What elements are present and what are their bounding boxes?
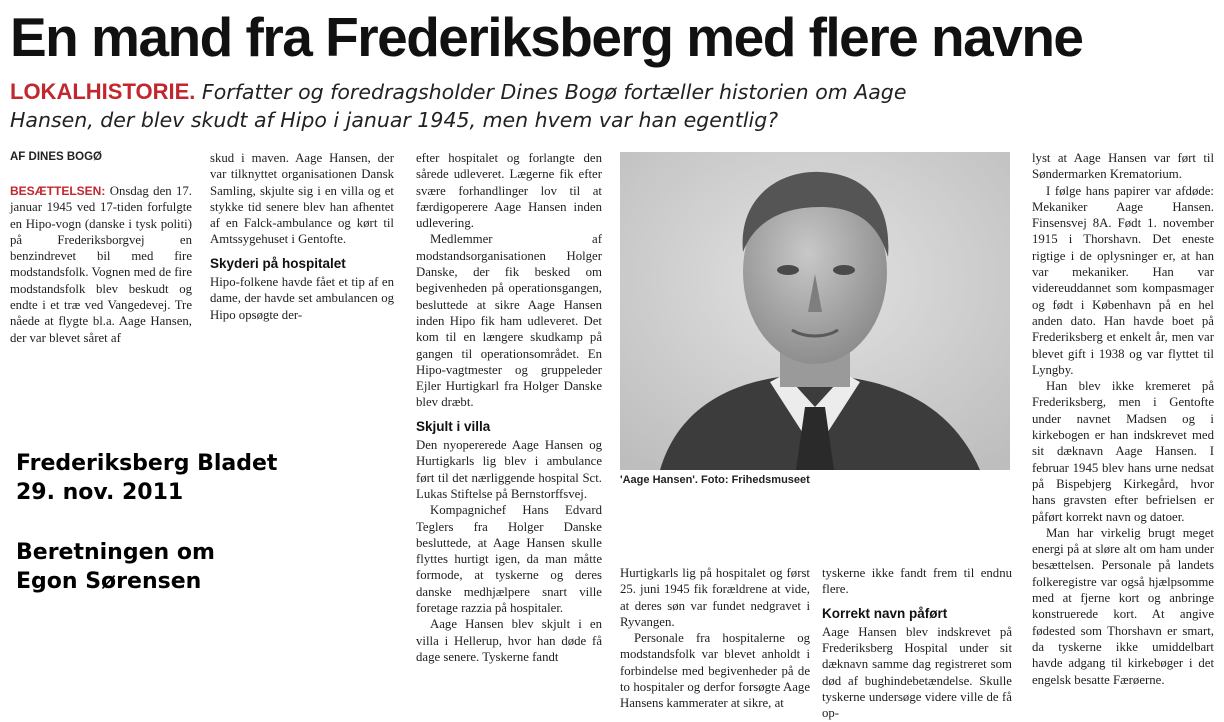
deck [10,78,910,134]
column-2-paragraph-1: skud i maven. Aage Hansen, der var tilknyttet organisationen Dansk Samling, skjulte sig i en villa og et stykke tid senere blev han afhentet af en Falck-ambulance og kørt til Amtssygehuset i Gentofte. [210,151,394,247]
column-2-paragraph-2: Hipo-folkene havde fået et tip af en dame, der havde set ambulancen og Hipo opsøgte der- [210,275,394,322]
overlay-line-1: Frederiksberg Bladet [16,451,278,476]
overlay-source [16,449,277,507]
column-4-paragraph-2: Personale fra hospitalerne og modstandsfolk var blevet anholdt i forbindelse med begivenheder på de to hospitaler og derfor forsøgte Aage Hansens kammerater at sikre, at [620,631,810,711]
deck-text: Forfatter og foredragsholder Dines Bogø fortæller historien om Aage Hansen, der blev skudt af Hipo i januar 1945, men hvem var han egentlig? [10,80,907,132]
subheading-korrekt: Korrekt navn påført [822,605,948,621]
column-3 [416,150,602,665]
column-3-paragraph-3: Den nyopererede Aage Hansen og Hurtigkarls lig blev i ambulance ført til det nærliggende hospital Sct. Lukas Stiftelse på Bernstorffsvej. [416,438,602,501]
column-5-paragraph-2: Aage Hansen blev indskrevet på Frederiksberg Hospital under sit dæknavn samme dag registreret som død af bughindebetændelse. Skulle tyskerne undersøge videre ville de få op- [822,624,1012,721]
column-4 [620,565,810,712]
subheading-skyderi: Skyderi på hospitalet [210,255,346,271]
column-3-paragraph-2: Medlemmer af modstandsorganisationen Holger Danske, der fik besked om begivenheden på operationsgangen, besluttede at sikre Aage Hansen inden Hipo fik ham udleveret. Det kom til en længere skudkamp på gangen til operationsområdet. En Hipo-vagtmester og gruppeleder Ejler Hurtigkarl fra Holger Danske blev dræbt. [416,232,602,410]
kicker: LOKALHISTORIE. [10,79,196,104]
subheading-skjult: Skjult i villa [416,418,491,434]
column-2 [210,150,394,323]
column-4-paragraph-1: Hurtigkarls lig på hospitalet og først 25. juni 1945 fik forældrene at vide, at deres søn var fundet nedgravet i Ryvangen. [620,566,810,629]
byline: AF DINES BOGØ [10,151,103,163]
column-6-paragraph-4: Man har virkelig brugt meget energi på at sløre alt om ham under besættelsen. Personale på landets folkeregistre var også hjælpsomme med at fjerne kort og anbringe konstruerede kort. At angive fødested som Thorshavn er smart, da tyskerne ikke umiddelbart havde adgang til kirkebøger i det engelsk besatte Færøerne. [1032,525,1214,687]
photo-caption: 'Aage Hansen'. Foto: Frihedsmuseet [620,474,810,486]
lead-label: BESÆTTELSEN: [10,184,106,198]
overlay-note [16,538,215,596]
column-5-paragraph-1: tyskerne ikke fandt frem til endnu flere. [822,566,1012,597]
overlay-line-4: Egon Sørensen [16,569,202,594]
column-3-paragraph-1: efter hospitalet og forlangte den sårede udleveret. Lægerne fik efter svære forhandlinger lov til at færdigoperere Aage Hansen inden udlevering. [416,151,602,231]
overlay-line-3: Beretningen om [16,540,215,565]
column-6-paragraph-1: lyst at Aage Hansen var ført til Søndermarken Krematorium. [1032,151,1214,182]
overlay-line-2: 29. nov. 2011 [16,480,184,505]
column-3-paragraph-4: Kompagnichef Hans Edvard Teglers fra Holger Danske besluttede, at Aage Hansen skulle flyttes hurtigt igen, da man måtte formode, at tyskerne og deres danske medhjælpere snart ville foretage razzia på hospitaler. [416,503,602,616]
column-3-paragraph-5: Aage Hansen blev skjult i en villa i Hellerup, hvor han døde få dage senere. Tyskerne fandt [416,617,602,664]
headline: En mand fra Frederiksberg med flere navne [10,6,1083,68]
column-6-paragraph-3: Han blev ikke kremeret på Frederiksberg, men i Gentofte under navnet Madsen og i kirkebogen er han indskrevet med sit dæknavn Aage Hansen. I februar 1945 blev hans urne nedsat på Bispebjerg Kirkegård, hvor hans gravsten efter befrielsen er påført korrekt navn og datoer. [1032,379,1214,524]
column-6 [1032,150,1214,688]
column-6-paragraph-2: I følge hans papirer var afdøde: Mekaniker Aage Hansen. Finsensvej 8A. Født 1. november 1915 i Thorshavn. Det eneste rigtige i de oplysninger er, at han var mekaniker. Han var videreuddannet som kompasmager og født i København på en hel anden dato. Han havde boet på Frederiksberg et enkelt år, men var blevet gift i 1938 og var flyttet til Lyngby. [1032,183,1214,377]
column-1 [10,183,192,346]
portrait-photo [620,152,1010,470]
portrait-icon [620,152,1010,470]
column-5 [822,565,1012,722]
column-1-paragraph-1: Onsdag den 17. januar 1945 ved 17-tiden forfulgte en Hipo-vogn (danske i tysk politi) på Frederiksborgvej en benzindrevet bil med fire modstandsfolk. Vognen med de fire modstandsfolk blev beskudt og endte i et træ ved Vangedevej. Tre nåede at flygte bl.a. Aage Hansen, der var blevet såret af [10,184,193,345]
